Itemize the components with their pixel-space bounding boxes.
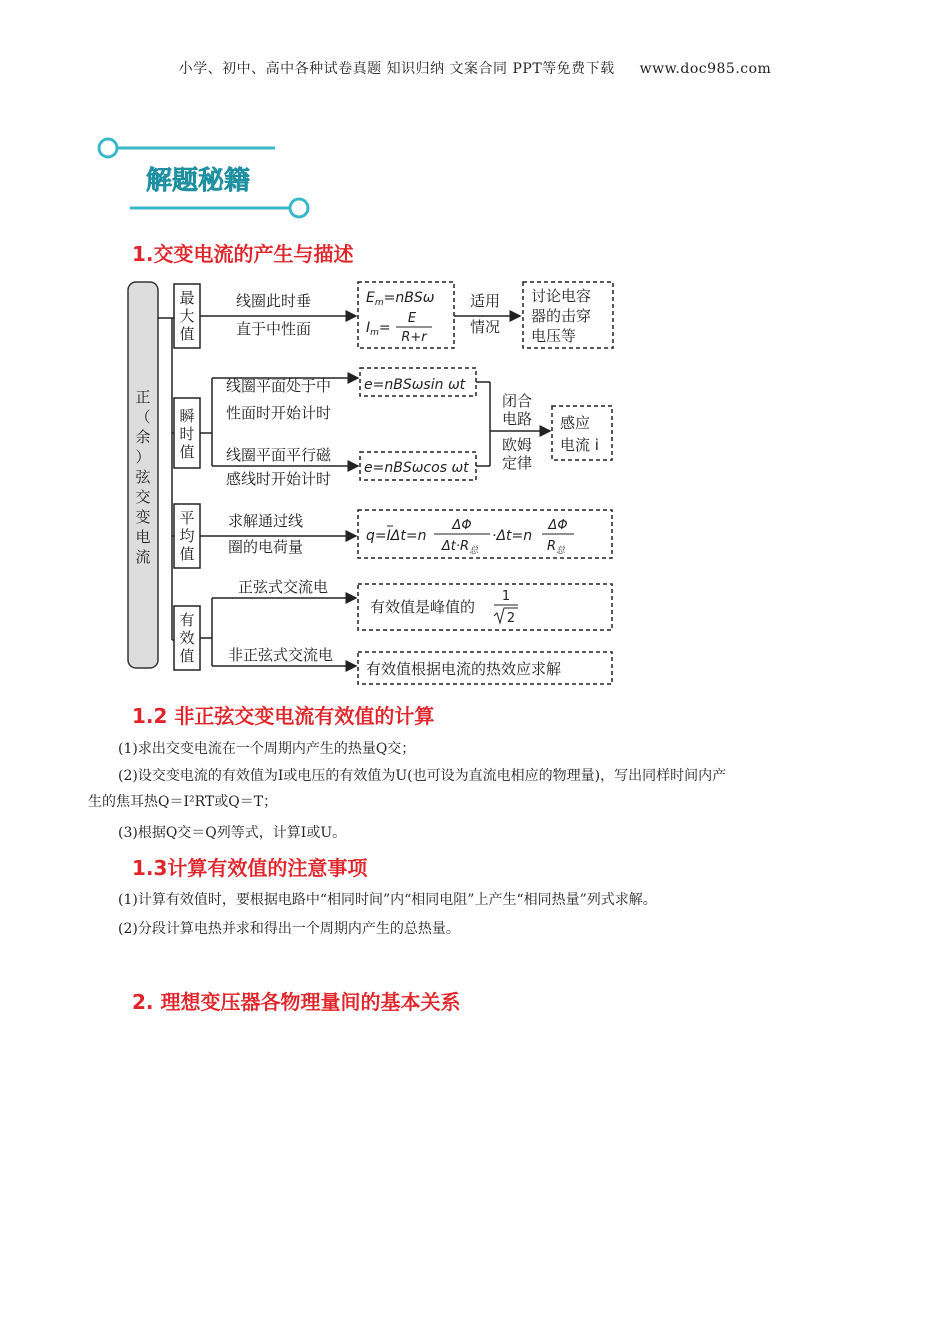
inst-formula-1: e=nBSωsin ωt xyxy=(364,377,466,393)
inst-cond-2b: 感线时开始计时 xyxy=(226,470,332,488)
s12-item-3: (3)根据Q交＝Q列等式，计算I或U。 xyxy=(118,825,347,841)
avg-frac1-num: ΔΦ xyxy=(452,518,472,533)
eff-cond-2: 非正弦式交流电 xyxy=(228,646,334,664)
avg-cond-2: 圈的电荷量 xyxy=(228,538,304,556)
header-site-link[interactable]: www.doc985.com xyxy=(639,61,772,77)
im-num: E xyxy=(407,311,417,326)
avg-formula-q: q=IΔt=n xyxy=(366,528,427,544)
section-2-title: 2. 理想变压器各物理量间的基本关系 xyxy=(132,990,461,1014)
em-formula: $E_m=nBS\omega$ xyxy=(366,290,435,308)
eff-res-2: 有效值根据电流的热效应求解 xyxy=(366,660,562,678)
s13-item-1: (1)计算有效值时，要根据电路中“相同时间”内“相同电阻”上产生“相同热量”列式求解。 xyxy=(118,892,657,908)
im-formula: $I_m=$ xyxy=(366,320,391,338)
root-label: 正（余）弦交变电流 xyxy=(135,388,151,566)
max-mid-1: 适用 xyxy=(470,292,501,310)
page-header xyxy=(0,58,950,78)
s12-item-2: (2)设交变电流的有效值为I或电压的有效值为U(也可设为直流电相应的物理量)，写出同样时间内产 xyxy=(118,768,727,784)
max-res-1: 讨论电容 xyxy=(531,287,592,305)
inst-label: 瞬时值 xyxy=(179,407,195,461)
section-1-3-title: 1.3计算有效值的注意事项 xyxy=(132,856,368,880)
avg-formula-dot: ·Δt=n xyxy=(492,528,533,544)
inst-mid-3: 欧姆 xyxy=(502,436,533,454)
inst-res-1: 感应 xyxy=(560,414,591,432)
max-label: 最大值 xyxy=(179,289,195,343)
s12-item-1: (1)求出交变电流在一个周期内产生的热量Q交； xyxy=(118,741,416,757)
inst-cond-1b: 性面时开始计时 xyxy=(226,404,332,422)
eff-res-1-den: 2 xyxy=(506,611,516,626)
inst-formula-2: e=nBSωcos ωt xyxy=(364,460,469,476)
inst-res-2: 电流 i xyxy=(560,436,599,454)
avg-frac1-den: $\Delta t\cdot R_总$ xyxy=(441,539,479,556)
banner xyxy=(90,128,330,228)
header-text: 小学、初中、高中各种试卷真题 知识归纳 文案合同 PPT等免费下载 xyxy=(178,61,615,77)
inst-cond-2a: 线圈平面平行磁 xyxy=(226,446,332,464)
section-1-title: 1.交变电流的产生与描述 xyxy=(132,242,354,266)
banner-title: 解题秘籍 xyxy=(146,166,251,196)
avg-frac2-den: $R_总$ xyxy=(546,539,566,556)
inst-mid-2: 电路 xyxy=(502,410,533,428)
concept-diagram xyxy=(120,278,620,688)
section-1-2-title: 1.2 非正弦交变电流有效值的计算 xyxy=(132,704,435,728)
max-mid-2: 情况 xyxy=(470,318,501,336)
s12-item-2-cont: 生的焦耳热Q＝I²RT或Q＝T； xyxy=(88,794,278,810)
max-cond-2: 直于中性面 xyxy=(236,320,312,338)
avg-cond-1: 求解通过线 xyxy=(228,512,304,530)
inst-mid-1: 闭合 xyxy=(502,392,533,410)
s13-item-2: (2)分段计算电热并求和得出一个周期内产生的总热量。 xyxy=(118,921,460,937)
im-den: R+r xyxy=(401,330,427,345)
max-res-3: 电压等 xyxy=(531,327,577,345)
max-cond-1: 线圈此时垂 xyxy=(236,292,312,310)
max-res-2: 器的击穿 xyxy=(531,307,592,325)
eff-res-1: 有效值是峰值的 xyxy=(370,598,476,616)
eff-label: 有效值 xyxy=(179,611,195,665)
eff-res-1-num: 1 xyxy=(501,589,511,604)
inst-mid-4: 定律 xyxy=(502,454,533,472)
eff-cond-1: 正弦式交流电 xyxy=(238,578,329,596)
avg-frac2-num: ΔΦ xyxy=(548,518,568,533)
avg-label: 平均值 xyxy=(179,509,195,563)
inst-cond-1a: 线圈平面处于中 xyxy=(226,377,332,395)
